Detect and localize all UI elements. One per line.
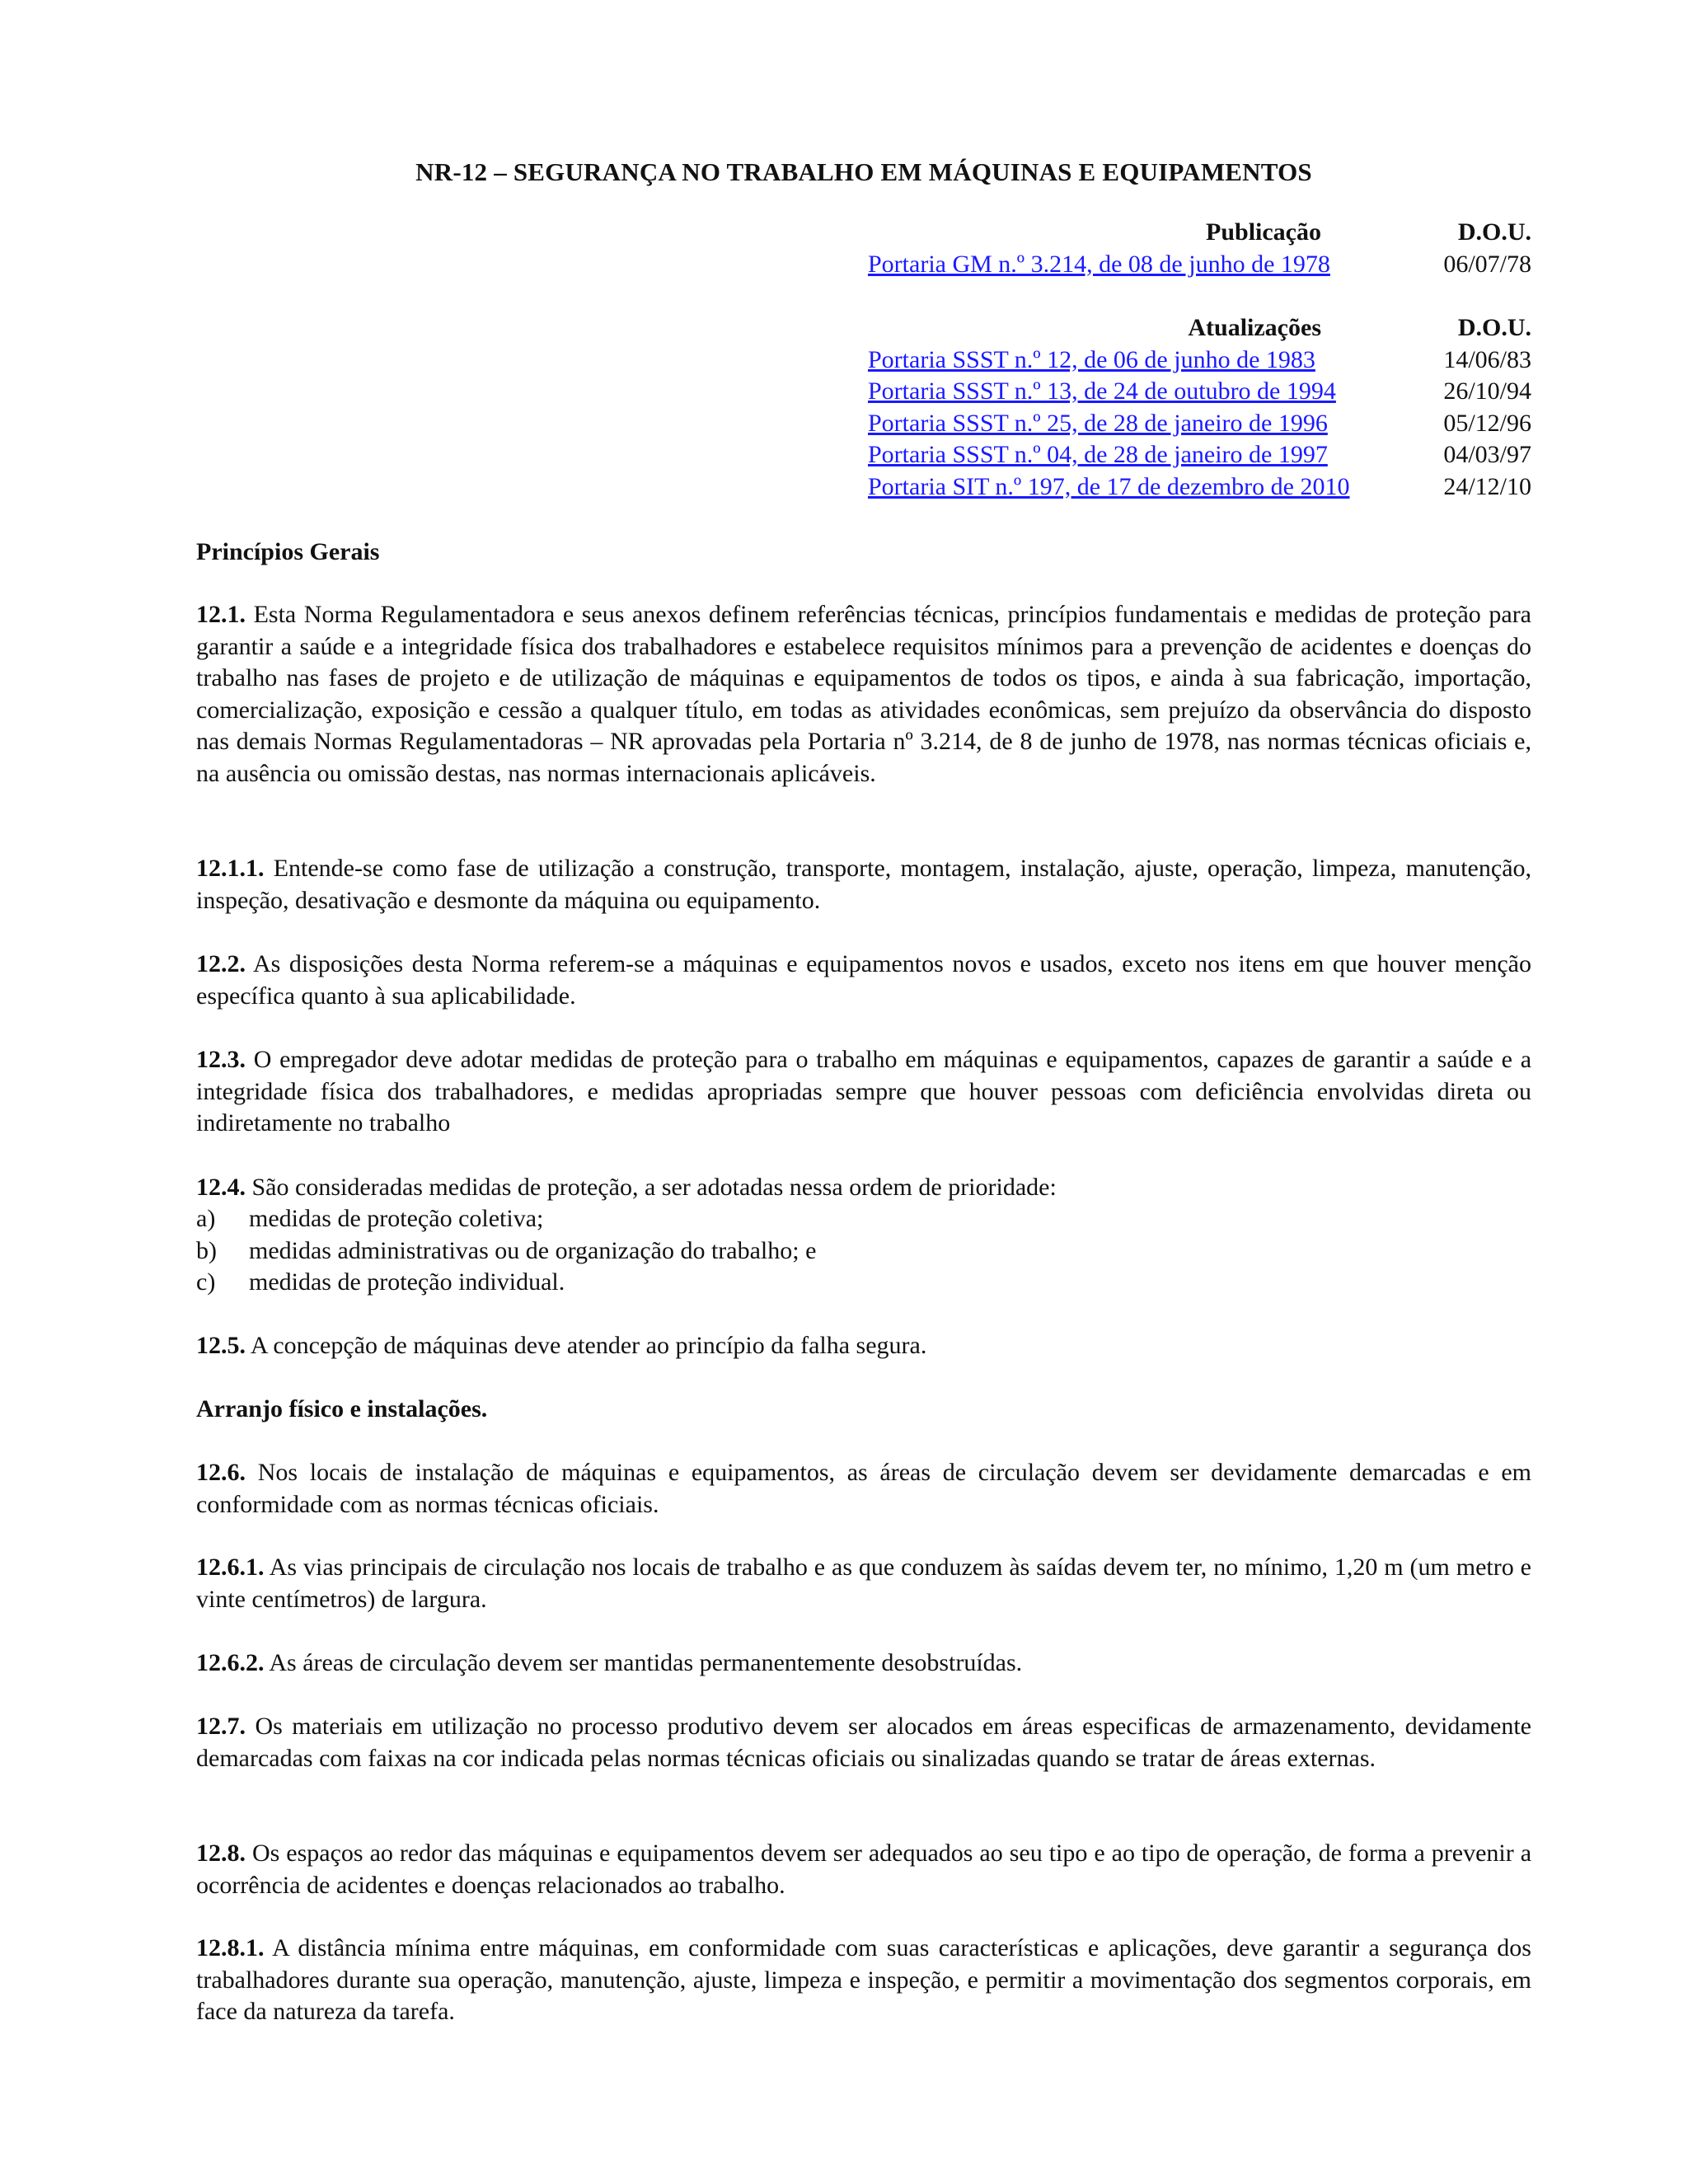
item-number: 12.6. xyxy=(196,1459,246,1486)
publication-row xyxy=(868,249,1531,281)
portaria-link[interactable]: Portaria SSST n.º 04, de 28 de janeiro de 1997 xyxy=(868,441,1328,468)
item-text: Entende-se como fase de utilização a construção, transporte, montagem, instalação, ajuste, operação, limpeza, manutenção, inspeção, desativação e desmonte da máquina ou equipamento. xyxy=(196,855,1532,914)
paragraph-12-1 xyxy=(196,599,1531,790)
update-row xyxy=(868,376,1531,408)
publication-table xyxy=(868,217,1531,280)
dou-header: D.O.U. xyxy=(1457,314,1531,341)
dou-date: 05/12/96 xyxy=(1443,409,1531,437)
item-text: A distância mínima entre máquinas, em conformidade com suas características e aplicações, deve garantir a segurança dos trabalhadores durante sua operação, manutenção, ajuste, limpeza e inspeção, e permitir a movimentação dos segmentos corporais, em face da natureza da tarefa. xyxy=(196,1934,1531,2025)
update-row xyxy=(868,408,1531,440)
item-text: A concepção de máquinas deve atender ao princípio da falha segura. xyxy=(250,1332,927,1359)
list-item-text: medidas administrativas ou de organização do trabalho; e xyxy=(249,1236,817,1264)
item-number: 12.3. xyxy=(196,1046,246,1073)
section-heading: Princípios Gerais xyxy=(196,538,380,565)
item-number: 12.4. xyxy=(196,1174,246,1201)
item-number: 12.7. xyxy=(196,1713,246,1740)
list-marker: c) xyxy=(196,1268,216,1296)
paragraph-12-2 xyxy=(196,949,1531,1012)
item-text: As áreas de circulação devem ser mantidas permanentemente desobstruídas. xyxy=(269,1649,1023,1676)
portaria-link[interactable]: Portaria SSST n.º 25, de 28 de janeiro de 1996 xyxy=(868,409,1328,437)
item-text: Os materiais em utilização no processo produtivo devem ser alocados em áreas especificas de armazenamento, devidamente demarcadas com faixas na cor indicada pelas normas técnicas oficiais ou sinalizadas quando se tratar de áreas externas. xyxy=(196,1713,1531,1772)
item-number: 12.6.2. xyxy=(196,1649,265,1676)
item-text: As disposições desta Norma referem-se a máquinas e equipamentos novos e usados, exceto nos itens em que houver menção específica quanto à sua aplicabilidade. xyxy=(196,950,1531,1010)
priority-list xyxy=(196,1203,1531,1299)
document-title: NR-12 – SEGURANÇA NO TRABALHO EM MÁQUINAS E EQUIPAMENTOS xyxy=(415,157,1312,186)
item-number: 12.1.1. xyxy=(196,855,265,882)
item-text: O empregador deve adotar medidas de proteção para o trabalho em máquinas e equipamentos, capazes de garantir a saúde e a integridade física dos trabalhadores, e medidas apropriadas sempre que houver pessoas com deficiência envolvidas direta ou indiretamente no trabalho xyxy=(196,1046,1532,1137)
dou-date: 04/03/97 xyxy=(1443,441,1531,468)
section-heading: Arranjo físico e instalações. xyxy=(196,1395,488,1422)
list-item xyxy=(196,1267,1531,1299)
updates-table xyxy=(868,312,1531,503)
item-number: 12.6.1. xyxy=(196,1554,265,1581)
item-text: Os espaços ao redor das máquinas e equipamentos devem ser adequados ao seu tipo e ao tipo de operação, de forma a prevenir a ocorrência de acidentes e doenças relacionados ao trabalho. xyxy=(196,1840,1532,1899)
item-number: 12.1. xyxy=(196,601,246,628)
list-marker: a) xyxy=(196,1205,216,1232)
item-number: 12.8. xyxy=(196,1840,246,1867)
publication-header-row xyxy=(868,217,1531,249)
item-number: 12.5. xyxy=(196,1332,246,1359)
paragraph-12-4 xyxy=(196,1172,1531,1204)
update-row xyxy=(868,344,1531,377)
portaria-link[interactable]: Portaria SSST n.º 12, de 06 de junho de 1983 xyxy=(868,345,1315,373)
dou-date: 14/06/83 xyxy=(1443,345,1531,373)
paragraph-12-6 xyxy=(196,1457,1531,1521)
item-number: 12.2. xyxy=(196,950,246,977)
paragraph-12-1-1 xyxy=(196,853,1531,916)
updates-header-row xyxy=(868,312,1531,344)
list-item-text: medidas de proteção coletiva; xyxy=(249,1205,544,1232)
item-text: Esta Norma Regulamentadora e seus anexos definem referências técnicas, princípios fundamentais e medidas de proteção para garantir a saúde e a integridade física dos trabalhadores e estabelece requisitos mínimos para a prevenção de acidentes e doenças do trabalho nas fases de projeto e de utilização de máquinas e equipamentos de todos os tipos, e ainda à sua fabricação, importação, comercialização, exposição e cessão a qualquer título, em todas as atividades econômicas, sem prejuízo da observância do disposto nas demais Normas Regulamentadoras – NR aprovadas pela Portaria nº 3.214, de 8 de junho de 1978, nas normas técnicas oficiais e, na ausência ou omissão destas, nas normas internacionais aplicáveis. xyxy=(196,601,1531,787)
paragraph-12-6-2 xyxy=(196,1647,1531,1680)
paragraph-12-8 xyxy=(196,1838,1531,1901)
portaria-link[interactable]: Portaria SSST n.º 13, de 24 de outubro de 1994 xyxy=(868,377,1336,405)
item-text: Nos locais de instalação de máquinas e equipamentos, as áreas de circulação devem ser devidamente demarcadas e em conformidade com as normas técnicas oficiais. xyxy=(196,1459,1532,1518)
paragraph-12-5 xyxy=(196,1330,1531,1362)
paragraph-12-3 xyxy=(196,1044,1531,1140)
list-marker: b) xyxy=(196,1236,217,1264)
updates-header: Atualizações xyxy=(1188,314,1321,341)
publication-header: Publicação xyxy=(1206,218,1321,246)
portaria-link[interactable]: Portaria SIT n.º 197, de 17 de dezembro de 2010 xyxy=(868,472,1350,500)
list-item xyxy=(196,1203,1531,1235)
dou-date: 06/07/78 xyxy=(1443,250,1531,278)
paragraph-12-8-1 xyxy=(196,1933,1531,2028)
update-row xyxy=(868,439,1531,471)
item-text: As vias principais de circulação nos locais de trabalho e as que conduzem às saídas devem ter, no mínimo, 1,20 m (um metro e vinte centímetros) de largura. xyxy=(196,1554,1531,1613)
dou-header: D.O.U. xyxy=(1457,218,1531,246)
list-item-text: medidas de proteção individual. xyxy=(249,1268,565,1296)
portaria-link[interactable]: Portaria GM n.º 3.214, de 08 de junho de 1978 xyxy=(868,250,1330,278)
list-item xyxy=(196,1235,1531,1268)
dou-date: 26/10/94 xyxy=(1443,377,1531,405)
update-row xyxy=(868,471,1531,504)
item-text: São consideradas medidas de proteção, a ser adotadas nessa ordem de prioridade: xyxy=(251,1174,1057,1201)
dou-date: 24/12/10 xyxy=(1443,472,1531,500)
paragraph-12-6-1 xyxy=(196,1552,1531,1615)
item-number: 12.8.1. xyxy=(196,1934,265,1961)
paragraph-12-7 xyxy=(196,1711,1531,1774)
